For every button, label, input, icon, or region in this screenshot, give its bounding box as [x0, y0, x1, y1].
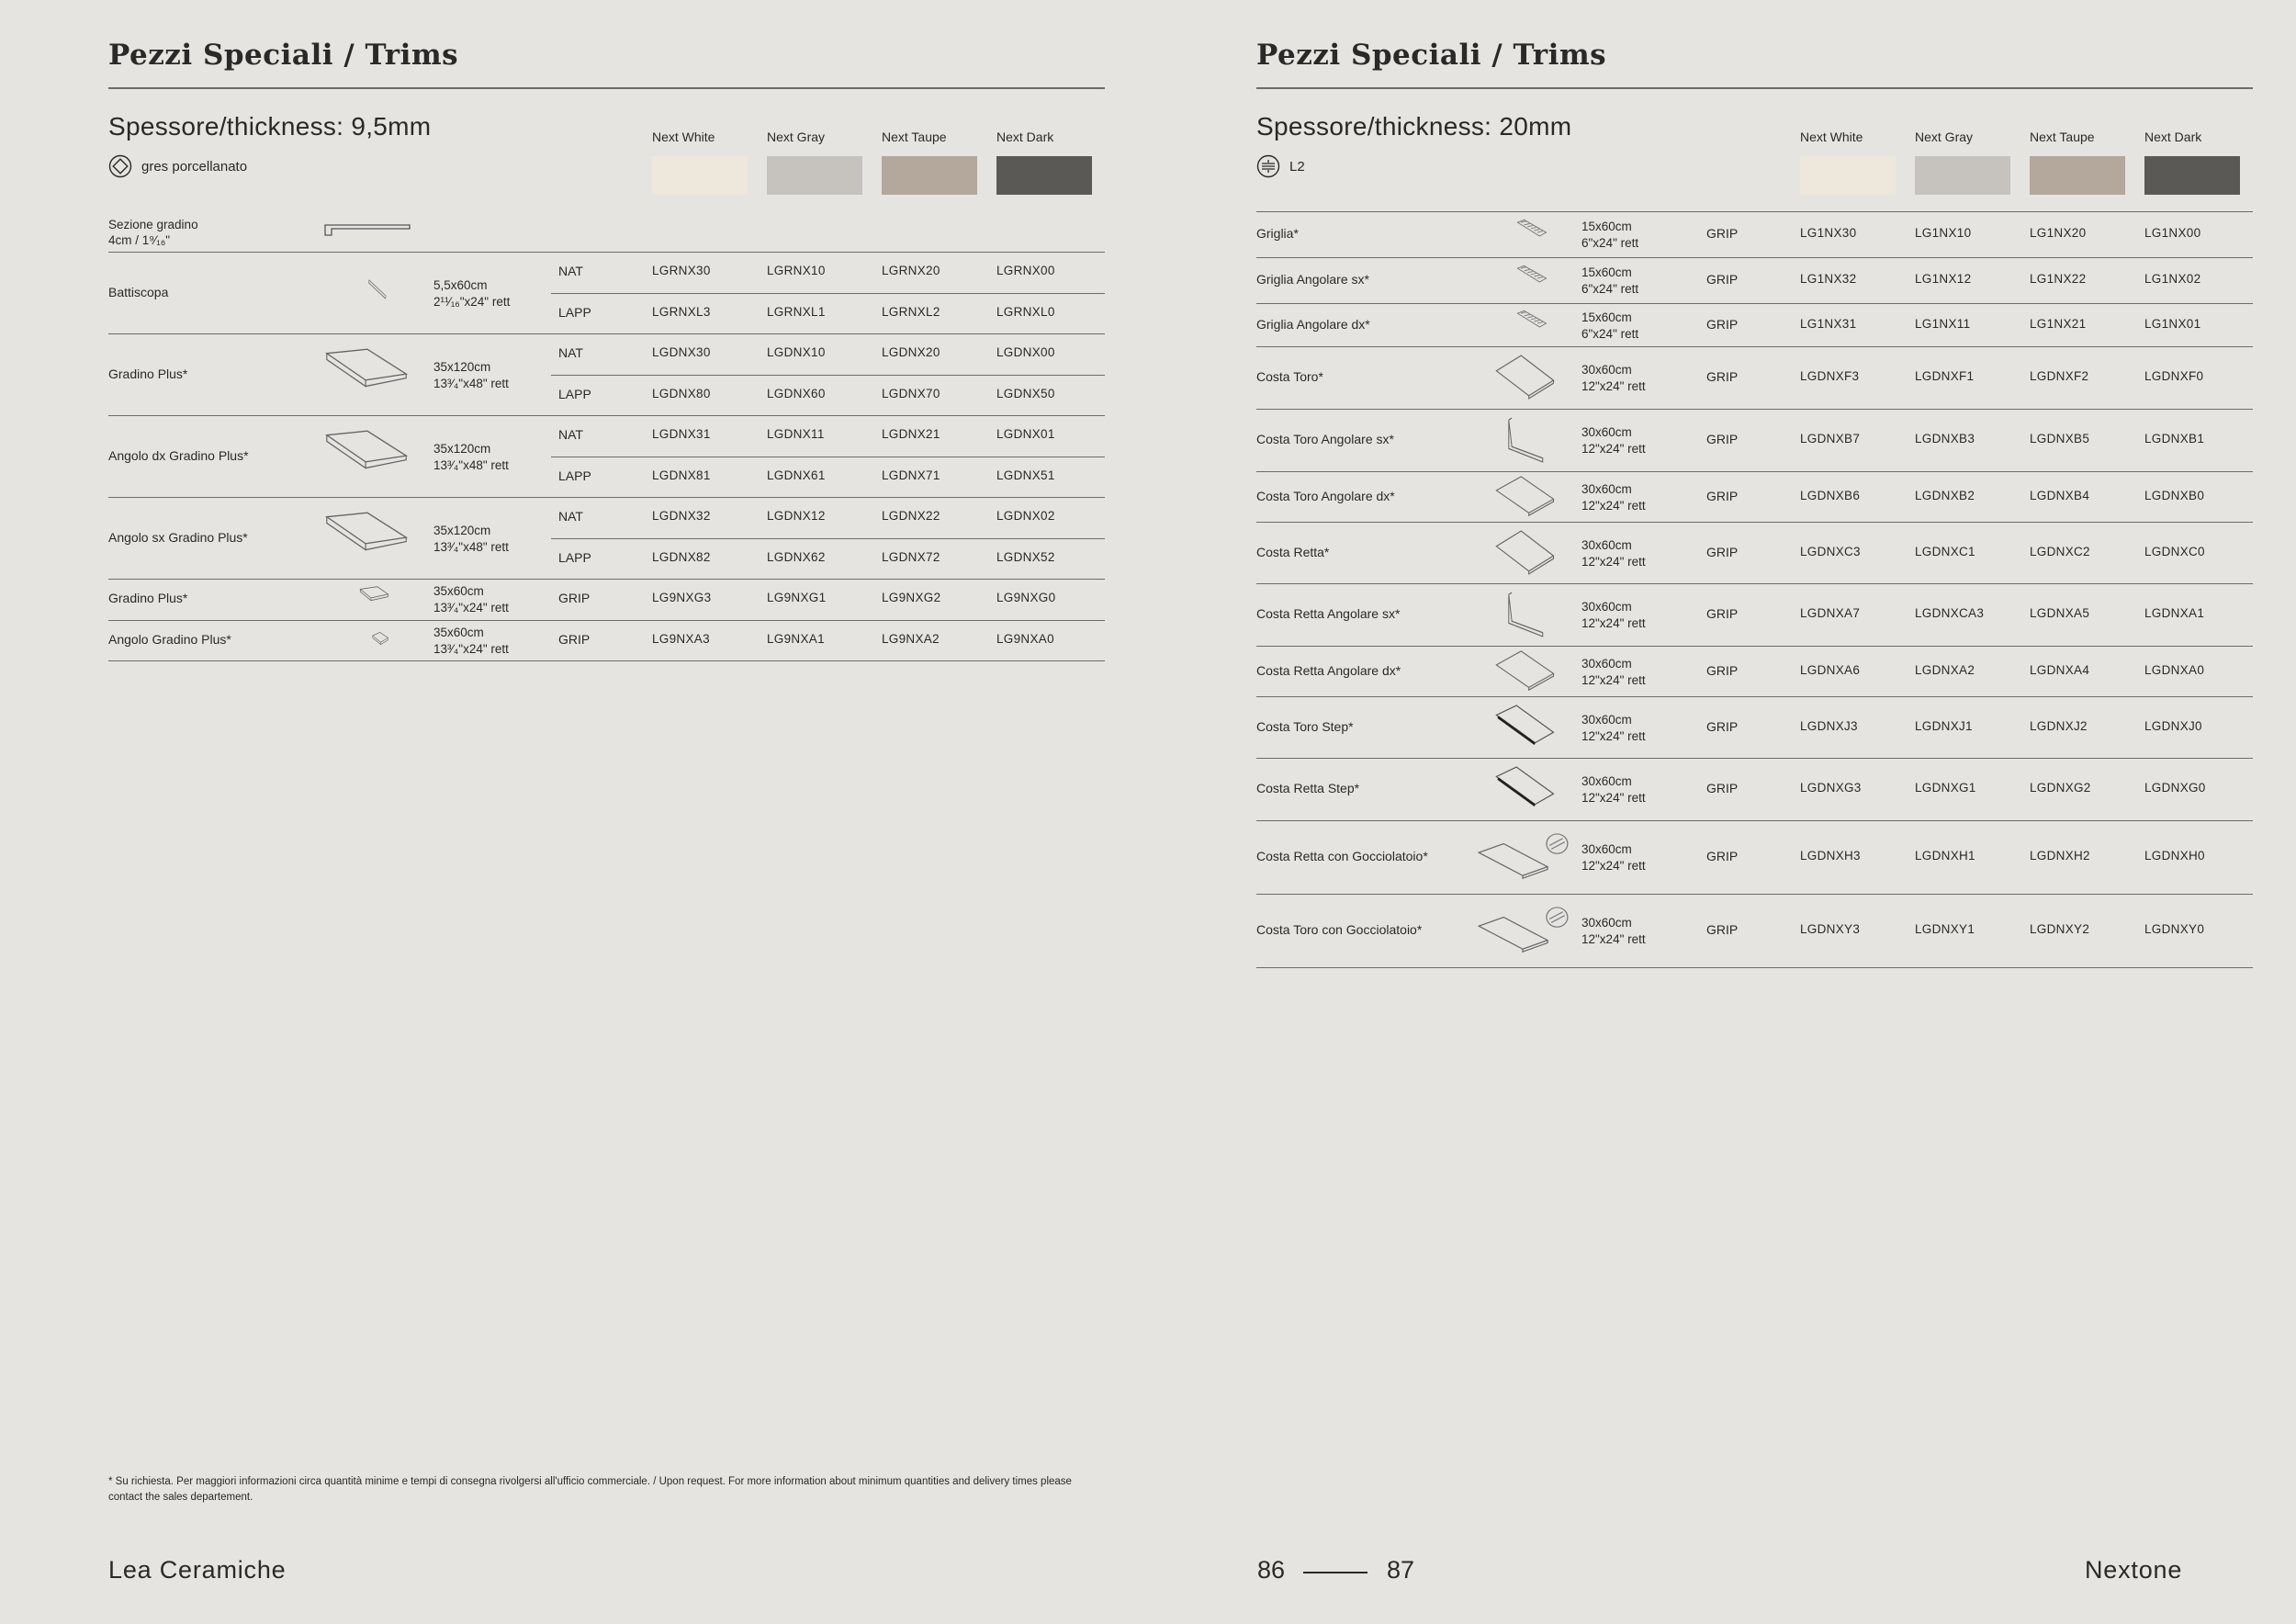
finish-label: GRIP [1706, 544, 1739, 559]
row-divider [108, 333, 1105, 334]
row-divider [108, 620, 1105, 621]
row-divider [1256, 894, 2253, 895]
product-code: LGDNXC0 [2144, 544, 2205, 558]
product-code: LGDNXA4 [2030, 662, 2090, 677]
product-code: LG9NXG2 [882, 591, 941, 605]
product-code: LGDNX20 [882, 345, 940, 360]
product-size [1581, 310, 1638, 343]
product-name: Costa Retta Angolare sx* [1256, 606, 1401, 621]
size-metric: 35x60cm [433, 584, 484, 599]
product-code: LGDNXY2 [2030, 922, 2090, 936]
row-divider [1256, 257, 2253, 258]
product-code: LGDNXH1 [1915, 849, 1975, 863]
finish-label: LAPP [558, 549, 591, 565]
product-code: LGDNX50 [996, 386, 1055, 400]
trim-profile-drawing [1493, 765, 1570, 813]
product-name: Battiscopa [108, 284, 169, 299]
row-divider [108, 660, 1105, 661]
size-metric: 30x60cm [1581, 774, 1632, 788]
size-metric: 5,5x60cm [433, 277, 488, 292]
row-divider [1256, 303, 2253, 304]
trim-profile-drawing [1493, 416, 1570, 464]
swatch-next-white [652, 156, 748, 195]
product-name: Costa Toro* [1256, 369, 1323, 384]
product-code: LGDNXCA3 [1915, 606, 1985, 620]
size-metric: 35x120cm [433, 359, 491, 374]
size-metric: 30x60cm [1581, 537, 1632, 552]
product-code: LGRNX10 [767, 264, 826, 278]
size-metric: 30x60cm [1581, 712, 1632, 727]
row-divider [108, 252, 1105, 253]
product-code: LGRNX30 [652, 264, 711, 278]
product-size [1581, 656, 1646, 689]
size-metric: 30x60cm [1581, 425, 1632, 439]
product-code: LGDNX10 [767, 345, 826, 360]
product-size [1581, 481, 1646, 514]
product-code: LG1NX10 [1915, 226, 1972, 240]
size-imperial: 12"x24" rett [1581, 442, 1646, 456]
finish-label: GRIP [1706, 316, 1739, 332]
finish-label: GRIP [1706, 922, 1739, 937]
product-size [433, 441, 509, 474]
product-code: LGDNX32 [652, 509, 711, 524]
product-size [433, 523, 509, 556]
size-imperial: 13³⁄₄"x48" rett [433, 376, 509, 390]
trim-profile-drawing [1475, 907, 1570, 954]
trim-profile-drawing [1475, 833, 1570, 881]
variant-divider [551, 538, 1105, 539]
product-code: LGDNXB4 [2030, 488, 2090, 502]
product-code: LGDNXG0 [2144, 781, 2206, 795]
column-header-next-white: Next White [1800, 130, 1863, 144]
product-name: Costa Retta Angolare dx* [1256, 662, 1401, 678]
product-name: Costa Toro Angolare dx* [1256, 488, 1395, 503]
product-code: LGDNXY3 [1800, 922, 1861, 936]
material-info [108, 154, 247, 178]
size-metric: 30x60cm [1581, 842, 1632, 856]
size-metric: 30x60cm [1581, 363, 1632, 377]
product-code: LG9NXA1 [767, 631, 825, 646]
size-metric: 30x60cm [1581, 656, 1632, 671]
size-metric: 35x120cm [433, 523, 491, 537]
size-imperial: 12"x24" rett [1581, 932, 1646, 946]
product-code: LGDNXA1 [2144, 606, 2205, 620]
product-code: LGDNX22 [882, 509, 940, 524]
product-code: LGDNX71 [882, 468, 940, 482]
layers-icon [1256, 154, 1280, 178]
row-divider [1256, 646, 2253, 647]
title-divider [1256, 87, 2253, 89]
material-label: gres porcellanato [141, 158, 248, 175]
row-divider [1256, 346, 2253, 347]
product-name: Angolo dx Gradino Plus* [108, 447, 249, 463]
product-code: LGDNXB7 [1800, 432, 1861, 445]
product-code: LGDNXB3 [1915, 432, 1975, 445]
title-divider [108, 87, 1105, 89]
row-divider [1256, 696, 2253, 697]
finish-label: NAT [558, 427, 583, 443]
product-code: LGDNXA2 [1915, 662, 1975, 677]
product-size [433, 277, 510, 310]
size-imperial: 12"x24" rett [1581, 616, 1646, 630]
product-code: LG1NX02 [2144, 272, 2201, 286]
product-name: Griglia Angolare dx* [1256, 316, 1370, 332]
product-size [1581, 219, 1638, 252]
product-code: LG9NXA2 [882, 631, 940, 646]
size-imperial: 13³⁄₄"x24" rett [433, 601, 509, 615]
product-code: LGDNX80 [652, 386, 711, 400]
product-code: LG1NX00 [2144, 226, 2201, 240]
product-code: LGDNXF3 [1800, 369, 1860, 383]
row-divider [1256, 211, 2253, 212]
section-label-line-1: Sezione gradino [108, 218, 198, 231]
product-code: LGDNXY0 [2144, 922, 2205, 936]
product-name: Costa Retta Step* [1256, 781, 1360, 795]
row-divider [1256, 967, 2253, 968]
product-name: Gradino Plus* [108, 591, 188, 606]
product-code: LG9NXG1 [767, 591, 827, 605]
size-imperial: 12"x24" rett [1581, 672, 1646, 687]
product-code: LGDNXB0 [2144, 488, 2205, 502]
size-metric: 15x60cm [1581, 220, 1632, 233]
size-metric: 15x60cm [1581, 265, 1632, 279]
product-code: LGDNXF2 [2030, 369, 2089, 383]
row-divider [1256, 409, 2253, 410]
size-imperial: 6"x24" rett [1581, 326, 1639, 341]
trim-profile-drawing [1493, 475, 1570, 518]
product-code: LGRNXL3 [652, 304, 711, 319]
product-code: LGDNX60 [767, 386, 826, 400]
swatch-next-gray [767, 156, 862, 195]
product-code: LGDNX51 [996, 468, 1055, 482]
thickness-heading: Spessore/thickness: 20mm [1256, 112, 1572, 141]
product-code: LGDNXB6 [1800, 488, 1861, 502]
trim-profile-drawing [1493, 591, 1570, 638]
swatch-next-taupe [2030, 156, 2125, 195]
product-code: LGDNXC1 [1915, 544, 1975, 558]
step-section-profile-icon [323, 222, 411, 237]
size-metric: 30x60cm [1581, 481, 1632, 496]
trim-profile-drawing [323, 511, 411, 562]
product-code: LGDNXH0 [2144, 849, 2205, 863]
product-name: Angolo Gradino Plus* [108, 631, 231, 647]
product-code: LGDNXG1 [1915, 781, 1976, 795]
product-code: LGDNX02 [996, 509, 1055, 524]
section-label-line-2: 4cm / 1⁹⁄₁₆" [108, 233, 171, 247]
trim-profile-drawing [1515, 310, 1570, 341]
finish-label: GRIP [558, 631, 591, 647]
finish-label: GRIP [1706, 226, 1739, 241]
product-size [1581, 773, 1646, 806]
product-code: LGDNXH3 [1800, 849, 1861, 863]
row-divider [1256, 471, 2253, 472]
product-code: LGRNXL1 [767, 304, 826, 319]
product-code: LGRNXL0 [996, 304, 1055, 319]
right-page [1148, 0, 2296, 1624]
row-divider [108, 579, 1105, 580]
product-code: LGDNXB1 [2144, 432, 2205, 445]
product-size [1581, 712, 1646, 745]
thickness-heading: Spessore/thickness: 9,5mm [108, 112, 432, 141]
size-imperial: 12"x24" rett [1581, 379, 1646, 393]
variant-divider [551, 293, 1105, 294]
swatch-next-dark [2144, 156, 2240, 195]
finish-label: NAT [558, 509, 583, 524]
product-code: LGDNXF0 [2144, 369, 2204, 383]
column-header-next-dark: Next Dark [2144, 130, 2202, 144]
finish-label: NAT [558, 345, 583, 361]
product-name: Costa Toro con Gocciolatoio* [1256, 922, 1423, 937]
product-code: LGDNXJ1 [1915, 718, 1973, 733]
trim-profile-drawing [1493, 649, 1570, 693]
product-code: LGDNXC3 [1800, 544, 1861, 558]
product-size [1581, 424, 1646, 457]
page-number-separator [1303, 1572, 1367, 1573]
swatch-next-taupe [882, 156, 977, 195]
size-imperial: 12"x24" rett [1581, 728, 1646, 743]
product-code: LGRNX00 [996, 264, 1055, 278]
column-header-next-taupe: Next Taupe [2030, 130, 2095, 144]
trim-profile-drawing [323, 429, 411, 480]
trim-profile-drawing [1493, 704, 1570, 751]
size-imperial: 12"x24" rett [1581, 554, 1646, 569]
product-code: LGDNX72 [882, 549, 940, 564]
size-imperial: 12"x24" rett [1581, 859, 1646, 873]
product-code: LG9NXG0 [996, 591, 1056, 605]
finish-label: GRIP [1706, 432, 1739, 446]
product-code: LGRNX20 [882, 264, 940, 278]
product-code: LG1NX32 [1800, 272, 1857, 286]
product-code: LGRNXL2 [882, 304, 940, 319]
finish-label: NAT [558, 264, 583, 279]
product-code: LGDNXC2 [2030, 544, 2090, 558]
column-header-next-taupe: Next Taupe [882, 130, 947, 144]
size-imperial: 13³⁄₄"x48" rett [433, 539, 509, 554]
product-code: LGDNXA6 [1800, 662, 1861, 677]
product-code: LGDNXJ0 [2144, 718, 2202, 733]
brand-nextone: Nextone [2085, 1556, 2183, 1584]
variant-divider [551, 375, 1105, 376]
product-code: LG9NXA0 [996, 631, 1054, 646]
product-size [433, 359, 509, 392]
size-imperial: 12"x24" rett [1581, 791, 1646, 805]
finish-label: LAPP [558, 468, 591, 483]
product-code: LGDNX61 [767, 468, 826, 482]
product-code: LGDNX82 [652, 549, 711, 564]
product-name: Griglia* [1256, 226, 1299, 241]
porcelain-diamond-icon [108, 154, 132, 178]
finish-label: GRIP [1706, 718, 1739, 734]
product-name: Costa Retta con Gocciolatoio* [1256, 849, 1428, 863]
material-label: L2 [1289, 158, 1305, 175]
size-imperial: 13³⁄₄"x48" rett [433, 457, 509, 472]
trim-profile-drawing [1515, 265, 1570, 296]
finish-label: LAPP [558, 386, 591, 401]
product-code: LGDNXB2 [1915, 488, 1975, 502]
column-header-next-gray: Next Gray [1915, 130, 1974, 144]
swatch-next-dark [996, 156, 1092, 195]
trim-profile-drawing [323, 347, 411, 399]
row-divider [108, 497, 1105, 498]
product-code: LGDNXH2 [2030, 849, 2090, 863]
product-name: Costa Toro Step* [1256, 718, 1354, 734]
product-size [1581, 841, 1646, 874]
product-code: LG9NXA3 [652, 631, 710, 646]
page-title: Pezzi Speciali / Trims [108, 39, 459, 72]
product-code: LG1NX20 [2030, 226, 2087, 240]
product-code: LG9NXG3 [652, 591, 712, 605]
product-code: LG1NX11 [1915, 316, 1971, 331]
product-name: Angolo sx Gradino Plus* [108, 529, 248, 545]
product-size [1581, 915, 1646, 948]
product-size [433, 625, 509, 658]
product-name: Griglia Angolare sx* [1256, 272, 1369, 287]
product-code: LG1NX01 [2144, 316, 2201, 331]
finish-label: GRIP [1706, 488, 1739, 503]
product-code: LGDNX81 [652, 468, 711, 482]
column-header-next-white: Next White [652, 130, 715, 144]
finish-label: GRIP [1706, 369, 1739, 384]
product-code: LGDNX21 [882, 427, 940, 442]
trim-profile-drawing [1493, 354, 1570, 401]
row-divider [108, 415, 1105, 416]
footnote: * Su richiesta. Per maggiori informazioni circa quantità minime e tempi di consegna rivolgersi all'ufficio commerciale. / Upon request. For more information about minimum quantities and delivery times please contact the sales departement. [108, 1476, 1072, 1503]
product-code: LGDNX12 [767, 509, 826, 524]
product-code: LGDNXY1 [1915, 922, 1975, 936]
product-code: LGDNXF1 [1915, 369, 1975, 383]
product-code: LGDNXA0 [2144, 662, 2205, 677]
finish-label: GRIP [1706, 606, 1739, 621]
row-divider [1256, 522, 2253, 523]
size-imperial: 13³⁄₄"x24" rett [433, 641, 509, 656]
product-code: LGDNXA5 [2030, 606, 2090, 620]
finish-label: GRIP [1706, 849, 1739, 863]
product-code: LG1NX22 [2030, 272, 2087, 286]
finish-label: GRIP [1706, 781, 1739, 795]
product-size [1581, 537, 1646, 570]
product-code: LG1NX12 [1915, 272, 1972, 286]
product-code: LGDNX00 [996, 345, 1055, 360]
product-code: LGDNXB5 [2030, 432, 2090, 445]
finish-label: LAPP [558, 304, 591, 320]
material-info [1256, 154, 1305, 178]
product-code: LGDNXJ3 [1800, 718, 1858, 733]
size-metric: 35x60cm [433, 625, 484, 639]
column-header-next-gray: Next Gray [767, 130, 826, 144]
trim-profile-drawing [371, 630, 411, 658]
product-code: LGDNX52 [996, 549, 1055, 564]
product-name: Costa Retta* [1256, 544, 1330, 559]
finish-label: GRIP [1706, 272, 1739, 287]
section-label [108, 217, 198, 248]
size-imperial: 6"x24" rett [1581, 282, 1639, 296]
trim-profile-drawing [358, 584, 411, 615]
size-metric: 15x60cm [1581, 310, 1632, 324]
row-divider [1256, 583, 2253, 584]
product-code: LGDNX31 [652, 427, 711, 442]
product-code: LGDNXG3 [1800, 781, 1862, 795]
product-size [1581, 265, 1638, 298]
size-imperial: 6"x24" rett [1581, 236, 1639, 250]
finish-label: GRIP [1706, 662, 1739, 678]
product-code: LGDNXJ2 [2030, 718, 2088, 733]
size-metric: 35x120cm [433, 441, 491, 456]
product-code: LG1NX30 [1800, 226, 1857, 240]
product-size [433, 583, 509, 616]
product-name: Costa Toro Angolare sx* [1256, 432, 1394, 446]
row-divider [1256, 820, 2253, 821]
trim-profile-drawing [1493, 529, 1570, 577]
page-number-left: 86 [1257, 1556, 1286, 1584]
row-divider [1256, 758, 2253, 759]
swatch-next-gray [1915, 156, 2010, 195]
page-title: Pezzi Speciali / Trims [1256, 39, 1607, 72]
finish-label: GRIP [558, 591, 591, 606]
product-code: LG1NX31 [1800, 316, 1857, 331]
size-imperial: 12"x24" rett [1581, 498, 1646, 513]
column-header-next-dark: Next Dark [996, 130, 1054, 144]
product-code: LGDNXA7 [1800, 606, 1861, 620]
product-name: Gradino Plus* [108, 366, 188, 381]
product-code: LGDNX30 [652, 345, 711, 360]
size-metric: 30x60cm [1581, 916, 1632, 930]
size-imperial: 2¹¹⁄₁₆"x24" rett [433, 294, 511, 309]
product-code: LGDNX62 [767, 549, 826, 564]
size-metric: 30x60cm [1581, 600, 1632, 614]
product-code: LGDNX70 [882, 386, 940, 400]
product-code: LGDNX11 [767, 427, 825, 442]
product-code: LGDNXG2 [2030, 781, 2091, 795]
product-size [1581, 362, 1646, 395]
page-number-right: 87 [1387, 1556, 1415, 1584]
swatch-next-white [1800, 156, 1896, 195]
trim-profile-drawing [1515, 219, 1570, 250]
product-code: LGDNX01 [996, 427, 1055, 442]
brand-lea-ceramiche: Lea Ceramiche [108, 1556, 287, 1584]
product-code: LG1NX21 [2030, 316, 2087, 331]
trim-profile-drawing [367, 277, 411, 310]
product-size [1581, 599, 1646, 632]
